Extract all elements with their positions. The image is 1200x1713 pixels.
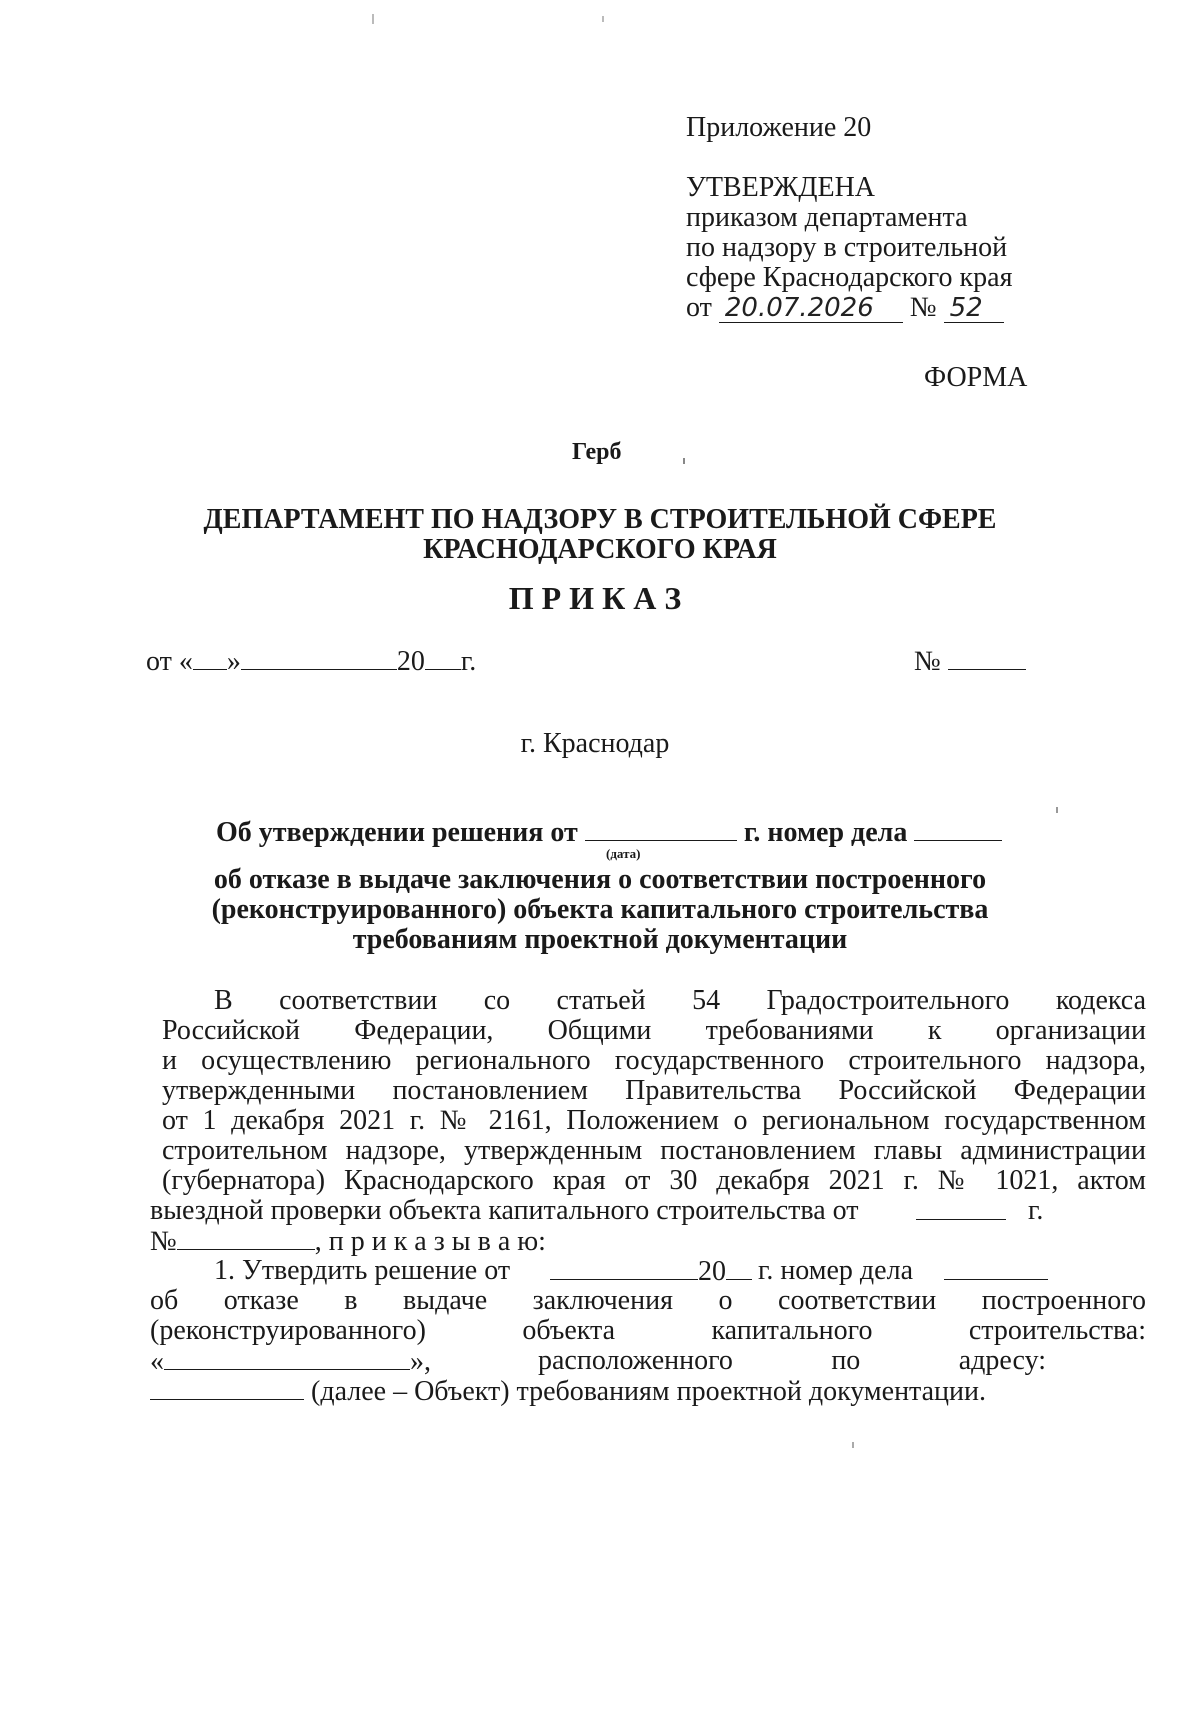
inspection-number-blank: [177, 1225, 315, 1250]
approval-line: сфере Краснодарского края: [686, 262, 1013, 293]
subject-line3: (реконструированного) объекта капитального строительства: [211, 894, 989, 925]
inspection-date-blank: [916, 1195, 1006, 1220]
subject-line1-text: Об утверждении решения от: [216, 817, 578, 848]
order-year-prefix: 20: [396, 646, 425, 677]
approval-number-handwritten: 52: [944, 294, 1004, 323]
item1-year-blank: [726, 1255, 752, 1280]
object-name-line: [150, 1345, 431, 1378]
order-date-mid: »: [226, 646, 241, 677]
body-line: и осуществлению регионального государственного строительного надзора,: [162, 1045, 1146, 1076]
quote-open: «: [150, 1346, 164, 1377]
scan-speck: [1056, 807, 1058, 813]
date-hint: (дата): [606, 846, 641, 861]
body-line: расположенного по адресу:: [538, 1345, 1046, 1376]
subject-line4: требованиям проектной документации: [352, 924, 848, 955]
approval-date-line: [686, 292, 1004, 324]
body-line: Российской Федерации, Общими требованиями к организации: [162, 1015, 1146, 1046]
item1-text: 1. Утвердить решение от: [214, 1255, 511, 1286]
body-line: В соответствии со статьей 54 Градостроительного кодекса: [214, 985, 1146, 1016]
object-address-line: [150, 1375, 986, 1408]
body-line: от 1 декабря 2021 г. № 2161, Положением о региональном государственном: [162, 1105, 1146, 1136]
subject-case-label: г. номер дела: [743, 817, 908, 848]
object-name-blank: [164, 1345, 410, 1370]
order-date-line: [146, 645, 476, 678]
approval-from-prefix: от: [686, 292, 712, 323]
department-name-line2: КРАСНОДАРСКОГО КРАЯ: [423, 534, 777, 565]
inspection-date-blank-wrap: [916, 1195, 1006, 1228]
form-label: ФОРМА: [924, 362, 1028, 393]
subject-date-blank: [585, 816, 737, 841]
body-line: утвержденными постановлением Правительства Российской Федерации: [162, 1075, 1146, 1106]
item1-case-blank-wrap: [944, 1255, 1048, 1288]
body-line: об отказе в выдаче заключения о соответствии построенного: [150, 1285, 1146, 1316]
quote-close: »,: [410, 1346, 431, 1377]
subject-line2: об отказе в выдаче заключения о соответствии построенного: [213, 864, 987, 895]
scan-speck: [602, 16, 604, 22]
item1-case-blank: [944, 1255, 1048, 1280]
item1-date-blank: [550, 1255, 698, 1280]
scan-speck: [372, 14, 374, 24]
body-text: г.: [1028, 1195, 1044, 1226]
order-number-label: №: [914, 646, 941, 677]
body-line: [150, 1225, 546, 1258]
item1-date-blank-wrap: [550, 1255, 752, 1288]
order-number-line: [914, 645, 1026, 678]
ordering-word: , п р и к а з ы в а ю:: [314, 1226, 546, 1257]
item1-year-prefix: 20: [698, 1256, 726, 1287]
city: г. Краснодар: [520, 728, 670, 759]
body-line: выездной проверки объекта капитального строительства от: [150, 1195, 859, 1226]
appendix-label: Приложение 20: [686, 112, 872, 143]
subject-line1: [216, 816, 1002, 849]
object-address-blank: [150, 1375, 304, 1400]
scan-speck: [852, 1442, 854, 1448]
object-address-tail: (далее – Объект) требованиям проектной документации.: [311, 1376, 987, 1407]
number-sign: №: [150, 1226, 177, 1257]
order-year-blank: [425, 645, 461, 670]
order-month-blank: [241, 645, 397, 670]
department-name-line1: ДЕПАРТАМЕНТ ПО НАДЗОРУ В СТРОИТЕЛЬНОЙ СФЕРЕ: [203, 504, 997, 535]
approval-date-handwritten: 20.07.2026: [719, 294, 903, 323]
scan-speck: [683, 458, 685, 464]
emblem-placeholder: Герб: [572, 439, 622, 465]
approval-line: приказом департамента: [686, 202, 968, 233]
approval-number-prefix: №: [909, 292, 937, 323]
body-line: (реконструированного) объекта капитального строительства:: [150, 1315, 1146, 1346]
body-line: (губернатора) Краснодарского края от 30 декабря 2021 г. № 1021, актом: [162, 1165, 1146, 1196]
order-date-prefix: от «: [146, 646, 193, 677]
order-year-suffix: г.: [460, 646, 477, 677]
approved-heading: УТВЕРЖДЕНА: [686, 172, 876, 203]
subject-case-blank: [914, 816, 1002, 841]
approval-line: по надзору в строительной: [686, 232, 1008, 263]
document-type: П Р И К А З: [508, 580, 682, 616]
order-number-blank: [948, 645, 1026, 670]
order-day-blank: [193, 645, 227, 670]
item1-case-label: г. номер дела: [758, 1255, 913, 1286]
body-line: строительном надзоре, утвержденным постановлением главы администрации: [162, 1135, 1146, 1166]
